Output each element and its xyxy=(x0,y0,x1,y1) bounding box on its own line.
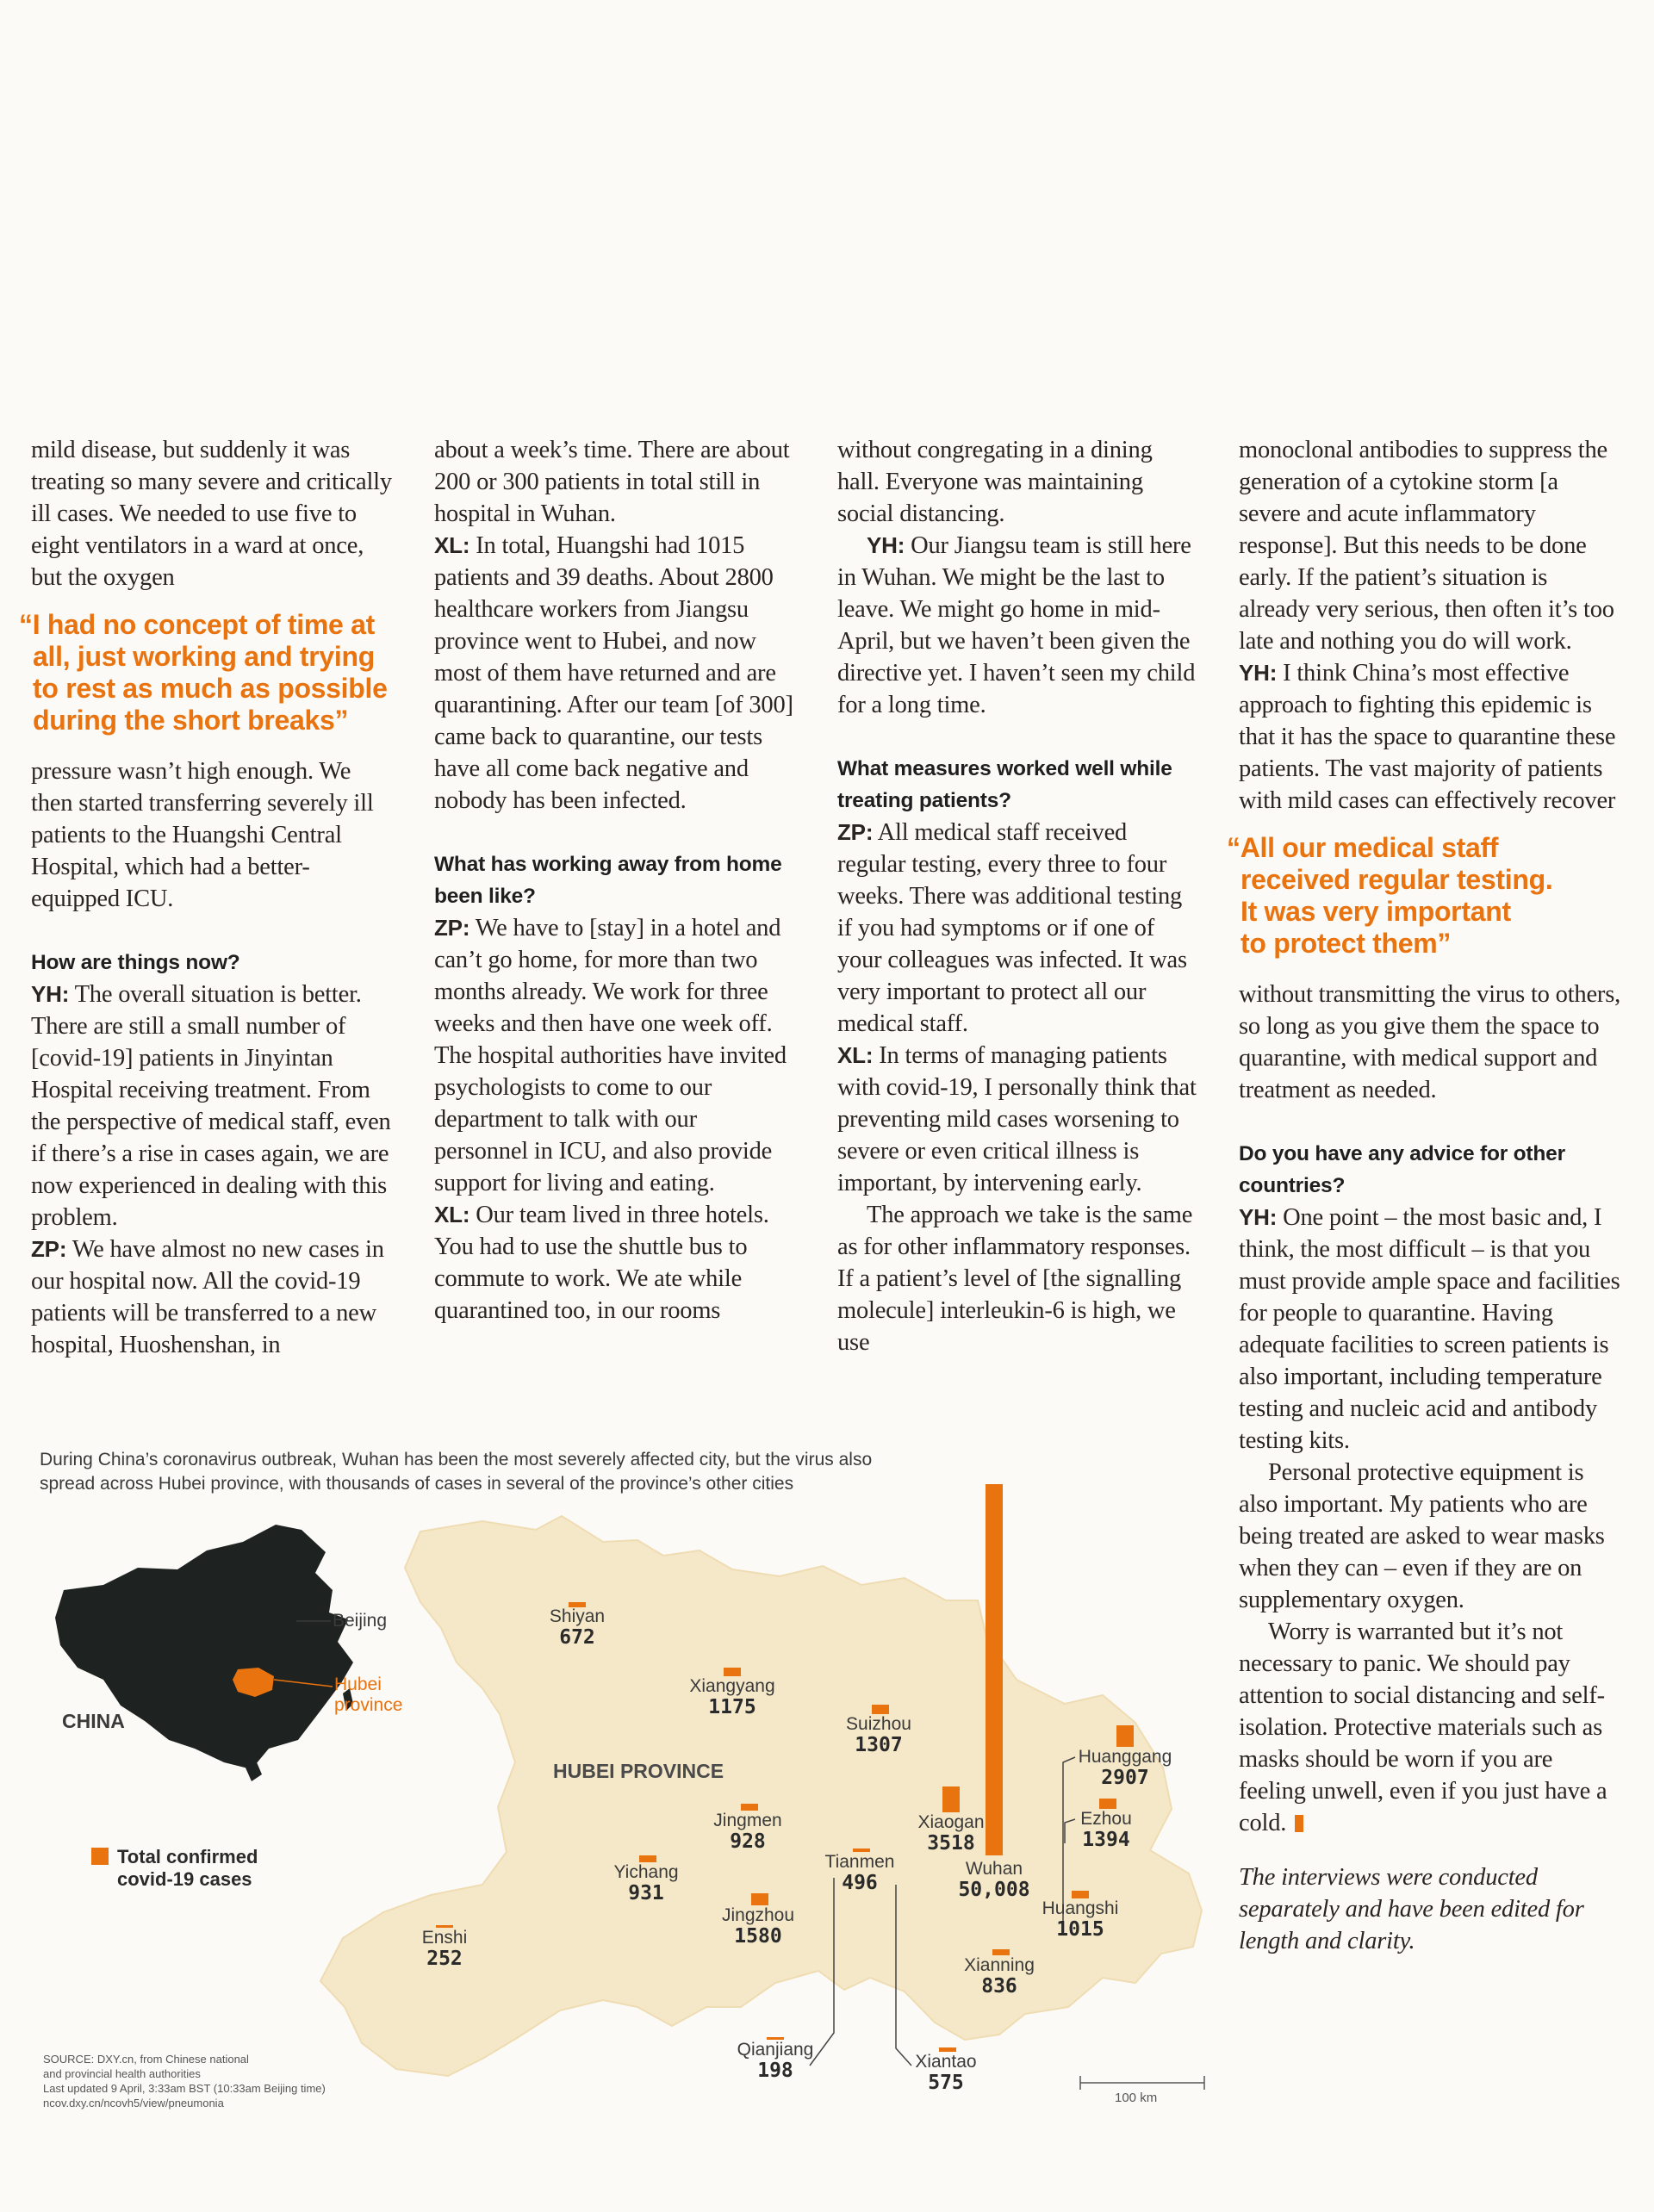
city-label-tianmen xyxy=(825,1852,895,1893)
bar-wuhan xyxy=(986,1484,1003,1855)
city-case-count: 252 xyxy=(426,1948,463,1970)
pull-quote-line: “I had no concept of time at xyxy=(19,609,375,640)
speaker-initials: YH: xyxy=(867,532,905,558)
hubei-label-line: Hubei xyxy=(334,1675,382,1694)
paragraph: mild disease, but suddenly it was treating so many severe and critically ill cases. We needed to use five to eight ventilators in a ward at once, but the oxygen xyxy=(31,437,392,591)
city-name: Ezhou xyxy=(1080,1809,1132,1829)
city-label-huanggang xyxy=(1079,1747,1172,1788)
answer-paragraph xyxy=(837,530,1199,721)
answer-text: One point – the most basic and, I think, the most difficult – is that you must provide ample space and facilities for people to quarantine. Having adequate facilities to screen patients is also important, including temperature testing and nucleic acid and antibody testing kits. xyxy=(1239,1204,1620,1454)
speaker-initials: XL: xyxy=(434,1202,470,1227)
city-label-ezhou xyxy=(1080,1809,1132,1850)
pull-quote-line: It was very important xyxy=(1240,896,1511,927)
bar-suizhou xyxy=(872,1705,889,1714)
paragraph: without congregating in a dining hall. Everyone was maintaining social distancing. xyxy=(837,437,1153,527)
city-name: Huanggang xyxy=(1078,1747,1172,1767)
bar-xiangyang xyxy=(724,1668,741,1676)
city-name: Suizhou xyxy=(846,1714,911,1734)
pull-quote-line: to rest as much as possible xyxy=(33,673,388,704)
city-label-enshi xyxy=(422,1928,468,1969)
city-label-wuhan xyxy=(958,1859,1029,1900)
answer-paragraph xyxy=(31,979,393,1233)
scale-bar xyxy=(1080,2076,1204,2090)
bar-xianning xyxy=(992,1949,1010,1955)
pull-quote-line: to protect them” xyxy=(1240,928,1452,959)
pull-quote-line: during the short breaks” xyxy=(33,705,349,736)
answer-text: The overall situation is better. There are still a small number of [covid-19] patients in Jinyintan Hospital receiving treatment. From the perspective of medical staff, even if there’s a rise in cases again, we are now experienced in dealing with this problem. xyxy=(31,981,391,1231)
answer-paragraph xyxy=(1239,657,1623,817)
answer-paragraph xyxy=(1239,1202,1623,1457)
city-label-shiyan xyxy=(550,1606,605,1648)
city-name: Tianmen xyxy=(824,1852,895,1872)
speaker-initials: ZP: xyxy=(837,819,874,845)
city-name: Huangshi xyxy=(1042,1898,1119,1918)
paragraph: Personal protective equipment is also important. My patients who are being treated are asked to wear masks when they can – even if they are on supplementary oxygen. xyxy=(1239,1459,1605,1613)
pull-quote xyxy=(19,609,393,736)
city-label-xiaogan xyxy=(917,1812,984,1854)
city-name: Xianning xyxy=(964,1955,1035,1975)
city-name: Jingzhou xyxy=(721,1905,795,1925)
answer-text: Our Jiangsu team is still here in Wuhan. We might be the last to leave. We might go home in mid-April, but we haven’t been given the directive yet. I haven’t seen my child for a long time. xyxy=(837,532,1196,718)
answer-text: We have to [stay] in a hotel and can’t go home, for more than two months already. We work for three weeks and then have one week off. The hospital authorities have invited psychologists to come to our department to talk with our personnel in ICU, and also provide support for living and eating. xyxy=(434,915,787,1196)
hubei-map xyxy=(0,1464,1223,2136)
answer-paragraph xyxy=(434,1199,796,1327)
bar-jingzhou xyxy=(751,1893,768,1905)
bar-huangshi xyxy=(1072,1891,1089,1898)
city-case-count: 50,008 xyxy=(958,1879,1030,1901)
pull-quote-line: all, just working and trying xyxy=(33,641,375,672)
paragraph: about a week’s time. There are about 200 or 300 patients in total still in hospital in Wuhan. xyxy=(434,437,790,527)
question-heading: Do you have any advice for other countries? xyxy=(1239,1142,1565,1197)
hainan-island xyxy=(245,1762,262,1781)
speaker-initials: XL: xyxy=(837,1042,874,1068)
city-case-count: 672 xyxy=(559,1626,595,1649)
city-name: Enshi xyxy=(421,1928,468,1948)
city-case-count: 836 xyxy=(981,1975,1017,1998)
speaker-initials: ZP: xyxy=(434,915,470,941)
bar-huanggang xyxy=(1116,1725,1134,1747)
city-name: Jingmen xyxy=(713,1811,782,1830)
speaker-initials: ZP: xyxy=(31,1236,67,1262)
bar-xiaogan xyxy=(942,1786,960,1812)
footnote: The interviews were conducted separately and have been edited for length and clarity. xyxy=(1239,1864,1584,1954)
bar-jingmen xyxy=(741,1804,758,1811)
city-name: Xiantao xyxy=(915,2052,977,2072)
hubei-inset-label xyxy=(334,1675,402,1716)
pull-quote xyxy=(1227,832,1623,960)
scale-label: 100 km xyxy=(1115,2091,1158,2105)
answer-text: In total, Huangshi had 1015 patients and 39 deaths. About 2800 healthcare workers from Jiangsu province went to Hubei, and now most of them have returned and are quarantining. After our team [of 300] came back to quarantine, our tests have all come back negative and nobody has been infected. xyxy=(434,532,793,814)
legend xyxy=(93,1846,258,1891)
answer-text: Our team lived in three hotels. You had to use the shuttle bus to commute to work. We ate while quarantined too, in our rooms xyxy=(434,1202,769,1324)
answer-paragraph xyxy=(31,1233,393,1361)
speaker-initials: YH: xyxy=(1239,1204,1278,1230)
city-case-count: 1015 xyxy=(1056,1918,1104,1941)
paragraph xyxy=(1239,1616,1623,1839)
city-label-jingmen xyxy=(713,1811,781,1852)
china-label: CHINA xyxy=(62,1710,125,1732)
bar-ezhou xyxy=(1099,1799,1116,1809)
city-label-suizhou xyxy=(846,1714,911,1755)
hubei-label-line: province xyxy=(334,1695,403,1715)
legend-swatch xyxy=(91,1848,109,1865)
question-heading: What measures worked well while treating patients? xyxy=(837,757,1172,812)
city-name: Shiyan xyxy=(549,1606,606,1626)
city-case-count: 1580 xyxy=(734,1925,782,1948)
city-case-count: 931 xyxy=(628,1882,664,1904)
article-column-3 xyxy=(837,434,1199,1358)
city-label-qianjiang xyxy=(737,2040,814,2081)
city-name: Xiangyang xyxy=(689,1676,775,1696)
city-case-count: 2907 xyxy=(1101,1767,1149,1789)
city-case-count: 496 xyxy=(842,1872,878,1894)
source-note xyxy=(43,2052,405,2110)
article-column-1 xyxy=(19,434,393,1361)
source-line: Last updated 9 April, 3:33am BST (10:33am Beijing time) xyxy=(43,2082,326,2095)
source-line: SOURCE: DXY.cn, from Chinese national xyxy=(43,2053,249,2066)
paragraph: monoclonal antibodies to suppress the generation of a cytokine storm [a severe and acute inflammatory response]. But this needs to be done early. If the patient’s situation is already very serious, then often it’s too late and nothing you do will work. xyxy=(1239,437,1614,655)
city-label-jingzhou xyxy=(722,1905,794,1947)
pull-quote-line: “All our medical staff xyxy=(1227,832,1499,863)
end-mark xyxy=(1295,1815,1303,1832)
city-label-xiangyang xyxy=(689,1676,774,1718)
city-case-count: 928 xyxy=(730,1830,766,1853)
city-name: Wuhan xyxy=(965,1859,1023,1879)
source-line: ncov.dxy.cn/ncovh5/view/pneumonia xyxy=(43,2097,224,2109)
paragraph-text: Worry is warranted but it’s not necessary to panic. We should pay attention to social distancing and self-isolation. Protective materials such as masks should be worn if you are feeling unwell, even if you just have a cold. xyxy=(1239,1619,1607,1836)
article-column-2 xyxy=(434,434,796,1327)
speaker-initials: YH: xyxy=(31,981,70,1007)
beijing-label: Beijing xyxy=(333,1611,388,1631)
answer-paragraph xyxy=(837,817,1199,1040)
pull-quote-line: received regular testing. xyxy=(1240,864,1553,895)
city-label-xianning xyxy=(964,1955,1035,1997)
answer-paragraph xyxy=(434,912,796,1199)
answer-text: All medical staff received regular testing, every three to four weeks. There was additional testing if you had symptoms or if one of your colleagues was infected. It was very important to protect all our medical staff. xyxy=(837,819,1187,1037)
city-label-huangshi xyxy=(1042,1898,1119,1940)
city-label-xiantao xyxy=(915,2052,976,2093)
answer-paragraph xyxy=(837,1040,1199,1199)
paragraph: without transmitting the virus to others, so long as you give them the space to quarantine, with medical support and treatment as needed. xyxy=(1239,981,1621,1103)
speaker-initials: YH: xyxy=(1239,660,1278,686)
paragraph: pressure wasn’t high enough. We then started transferring severely ill patients to the Huangshi Central Hospital, which had a better-equipped ICU. xyxy=(31,758,374,912)
speaker-initials: XL: xyxy=(434,532,470,558)
city-name: Xiaogan xyxy=(917,1812,985,1832)
city-case-count: 1307 xyxy=(855,1734,903,1756)
city-name: Yichang xyxy=(613,1862,679,1882)
answer-text: We have almost no new cases in our hospital now. All the covid-19 patients will be transferred to a new hospital, Huoshenshan, in xyxy=(31,1236,384,1358)
legend-label: Total confirmed xyxy=(117,1846,258,1867)
source-line: and provincial health authorities xyxy=(43,2067,201,2080)
city-case-count: 575 xyxy=(928,2072,964,2094)
bar-yichang xyxy=(639,1855,656,1862)
hubei-province-shape xyxy=(320,1516,1202,2076)
answer-text: In terms of managing patients with covid-19, I personally think that preventing mild cases worsening to severe or even critical illness is important, by intervening early. xyxy=(837,1042,1197,1196)
city-case-count: 1394 xyxy=(1082,1829,1130,1851)
city-case-count: 3518 xyxy=(927,1832,975,1855)
city-case-count: 198 xyxy=(757,2060,793,2082)
legend-label: covid-19 cases xyxy=(117,1868,252,1890)
answer-paragraph xyxy=(434,530,796,817)
article-column-4 xyxy=(1227,434,1623,1957)
answer-text: I think China’s most effective approach to fighting this epidemic is that it has the space to quarantine these patients. The vast majority of patients with mild cases can effectively recover xyxy=(1239,660,1616,814)
figure-caption: During China’s coronavirus outbreak, Wuhan has been the most severely affected city, but the virus also spread across Hubei province, with thousands of cases in several of the province’s other cities xyxy=(40,1450,873,1494)
paragraph: The approach we take is the same as for other inflammatory responses. If a patient’s level of [the signalling molecule] interleukin-6 is high, we use xyxy=(837,1202,1193,1356)
city-case-count: 1175 xyxy=(708,1696,756,1718)
question-heading: How are things now? xyxy=(31,951,240,974)
city-label-yichang xyxy=(613,1862,678,1904)
city-name: Qianjiang xyxy=(737,2040,814,2060)
question-heading: What has working away from home been like? xyxy=(434,853,782,908)
province-label: HUBEI PROVINCE xyxy=(553,1760,724,1782)
